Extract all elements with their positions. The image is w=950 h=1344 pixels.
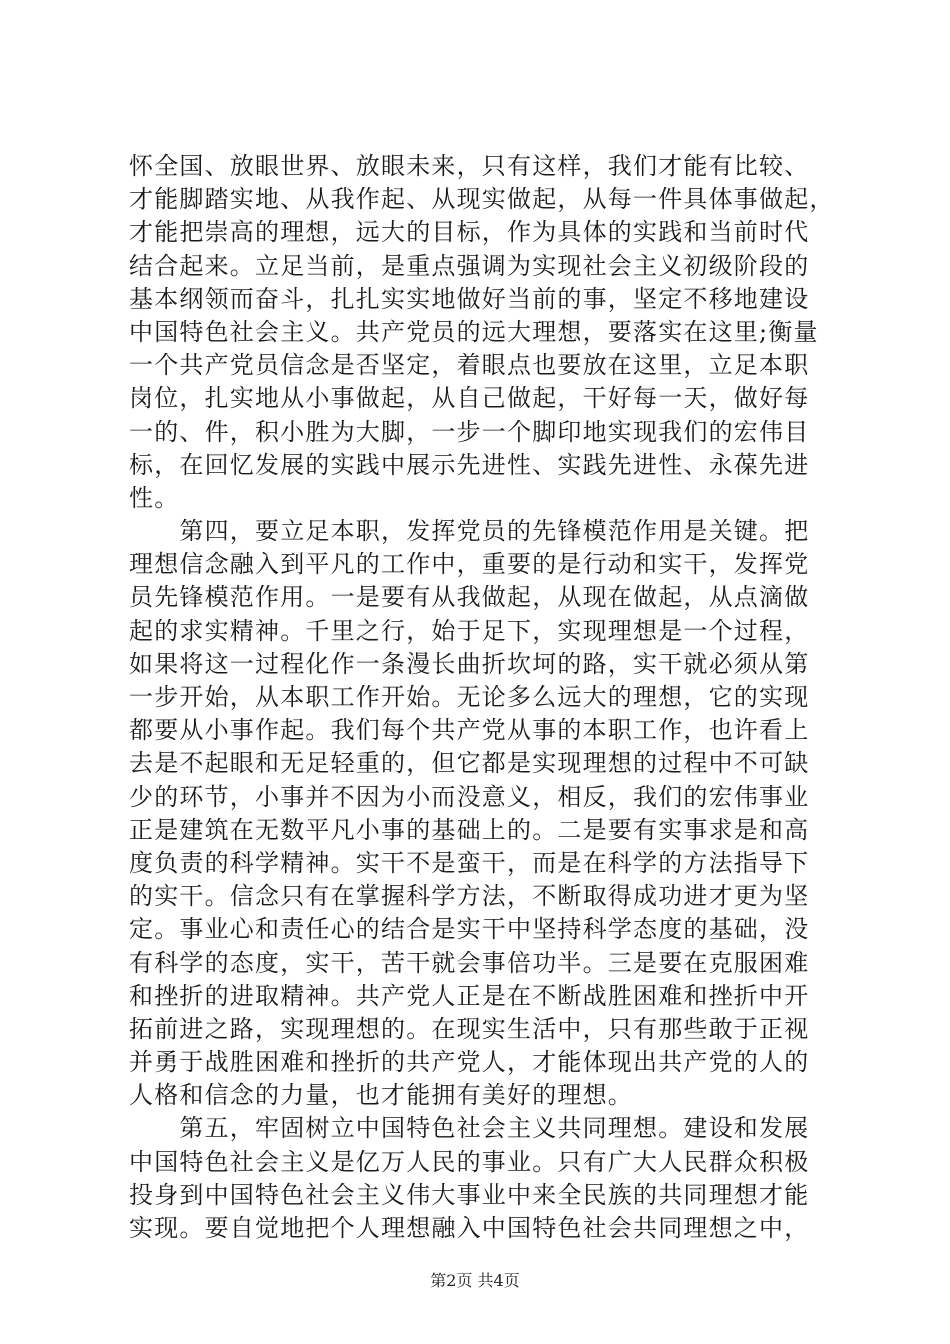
text-line: 中国特色社会主义是亿万人民的事业。只有广大人民群众积极	[129, 1147, 810, 1176]
text-line: 才能脚踏实地、从我作起、从现实做起，从每一件具体事做起，	[129, 185, 835, 214]
text-line: 度负责的科学精神。实干不是蛮干，而是在科学的方法指导下	[129, 848, 810, 877]
text-line: 一个共产党员信念是否坚定，着眼点也要放在这里，立足本职	[129, 351, 810, 380]
text-line: 性。	[129, 483, 180, 512]
text-line: 结合起来。立足当前，是重点强调为实现社会主义初级阶段的	[129, 251, 810, 280]
text-line: 一步开始，从本职工作开始。无论多么远大的理想，它的实现	[129, 683, 810, 711]
text-line: 正是建筑在无数平凡小事的基础上的。二是要有实事求是和高	[129, 815, 810, 844]
text-line: 如果将这一过程化作一条漫长曲折坎坷的路，实干就必须从第	[129, 649, 810, 678]
text-line: 有科学的态度，实干，苦干就会事倍功半。三是要在克服困难	[129, 948, 810, 977]
text-line: 并勇于战胜困难和挫折的共产党人，才能体现出共产党的人的	[129, 1048, 810, 1077]
text-line: 岗位，扎实地从小事做起，从自己做起，干好每一天，做好每	[129, 384, 810, 413]
text-line: 实现。要自觉地把个人理想融入中国特色社会共同理想之中，	[129, 1214, 810, 1242]
text-line: 去是不起眼和无足轻重的，但它都是实现理想的过程中不可缺	[129, 749, 810, 778]
text-line: 一的、件，积小胜为大脚，一步一个脚印地实现我们的宏伟目	[129, 417, 810, 446]
text-line: 拓前进之路，实现理想的。在现实生活中，只有那些敢于正视	[129, 1014, 810, 1043]
text-line: 中国特色社会主义。共产党员的远大理想，要落实在这里;衡量	[129, 317, 819, 346]
text-line: 和挫折的进取精神。共产党人正是在不断战胜困难和挫折中开	[129, 981, 810, 1010]
paragraph-start-line: 第四，要立足本职，发挥党员的先锋模范作用是关键。把	[129, 517, 810, 546]
text-line: 起的求实精神。千里之行，始于足下，实现理想是一个过程，	[129, 616, 810, 645]
page-number-footer: 第2页 共4页	[430, 1271, 520, 1290]
text-line: 都要从小事作起。我们每个共产党从事的本职工作，也许看上	[129, 716, 810, 745]
text-line: 标，在回忆发展的实践中展示先进性、实践先进性、永葆先进	[129, 450, 810, 479]
text-line: 才能把崇高的理想，远大的目标，作为具体的实践和当前时代	[129, 218, 810, 247]
document-body	[129, 150, 835, 1245]
text-line: 理想信念融入到平凡的工作中，重要的是行动和实干，发挥党	[129, 550, 810, 579]
text-line: 定。事业心和责任心的结合是实干中坚持科学态度的基础，没	[129, 915, 810, 944]
text-line: 的实干。信念只有在掌握科学方法，不断取得成功进才更为坚	[129, 882, 810, 911]
text-line: 怀全国、放眼世界、放眼未来，只有这样，我们才能有比较、	[129, 152, 810, 180]
paragraph-start-line: 第五，牢固树立中国特色社会主义共同理想。建设和发展	[129, 1114, 810, 1143]
text-line: 员先锋模范作用。一是要有从我做起，从现在做起，从点滴做	[129, 583, 810, 612]
text-line: 基本纲领而奋斗，扎扎实实地做好当前的事，坚定不移地建设	[129, 284, 810, 313]
text-line: 投身到中国特色社会主义伟大事业中来全民族的共同理想才能	[129, 1180, 810, 1209]
text-line: 人格和信念的力量，也才能拥有美好的理想。	[129, 1081, 633, 1110]
text-line: 少的环节，小事并不因为小而没意义，相反，我们的宏伟事业	[129, 782, 810, 811]
